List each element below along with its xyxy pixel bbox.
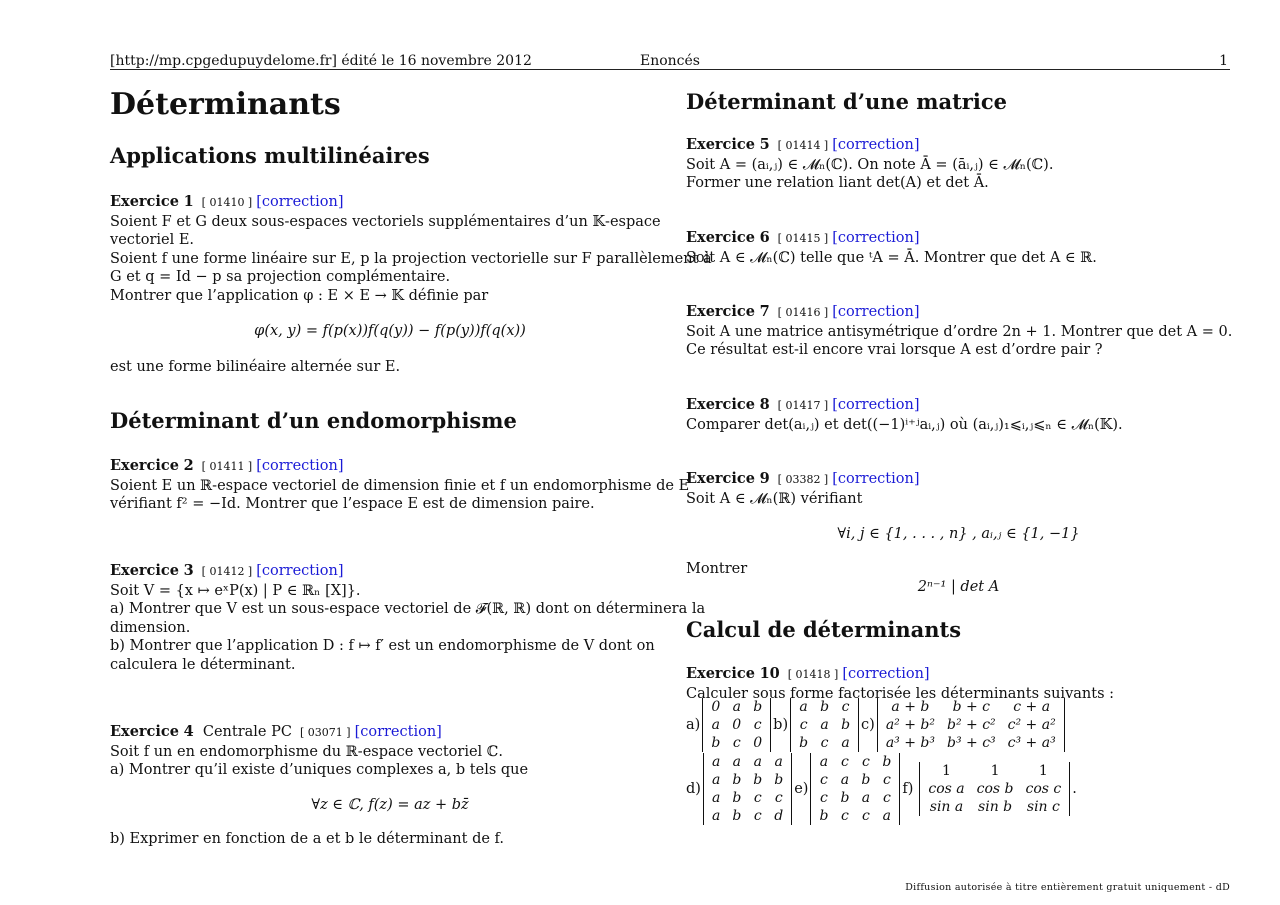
page-number: 1 [1219, 53, 1228, 69]
equation: 2ⁿ⁻¹ | det A [917, 579, 1000, 595]
section-title: Déterminant d’un endomorphisme [110, 408, 517, 433]
determinant-e: a c c b c a b c c b a c b c c a [810, 753, 900, 825]
correction-link[interactable]: [correction] [832, 137, 920, 153]
exercise-5: Exercice 5 [ 01414 ] [correction] Soit A = (aᵢ,ⱼ) ∈ 𝓜ₙ(ℂ). On note Ā = (āᵢ,ⱼ) ∈ 𝓜ₙ(ℂ). Former une relation liant det(A) et det Ā. [686, 136, 1231, 193]
exercise-heading: Exercice 4 Centrale PC [ 03071 ] [correction] [110, 723, 442, 740]
section-title: Déterminant d’une matrice [686, 89, 1007, 114]
determinant-a: 0 a b a 0 c b c 0 [702, 698, 771, 752]
exercise-code: [ 03071 ] [299, 726, 351, 739]
determinants-row-2: d) a a a a a b b b a b c c a b c d e) a c c b c a b c c b a c b c c a f) 1 1 1 cos a cos b cos c sin a sin b sin c . [686, 754, 1077, 824]
exercise-heading: Exercice 5 [ 01414 ] [correction] [686, 136, 920, 153]
correction-link[interactable]: [correction] [256, 194, 344, 210]
correction-link[interactable]: [correction] [354, 724, 442, 740]
exercise-code: [ 01410 ] [201, 196, 253, 209]
equation: φ(x, y) = f(p(x))f(q(y)) − f(p(y))f(q(x)) [254, 323, 526, 339]
correction-link[interactable]: [correction] [832, 304, 920, 320]
determinant-b: a b c c a b b c a [790, 698, 859, 752]
correction-link[interactable]: [correction] [832, 230, 920, 246]
exercise-code: [ 03382 ] [777, 473, 829, 486]
exercise-heading: Exercice 6 [ 01415 ] [correction] [686, 229, 920, 246]
section-title: Applications multilinéaires [110, 143, 430, 168]
determinants-row-1: a) 0 a b a 0 c b c 0 b) a b c c a b b c a c) a + b b + c c + a a² + b² b² + c² c² + a² a³ + b³ b³ + c³ c³ + a³ [684, 698, 1065, 752]
exercise-code: [ 01412 ] [201, 565, 253, 578]
header-source: [http://mp.cpgedupuydelome.fr] édité le 16 novembre 2012 [110, 53, 532, 69]
exercise-heading: Exercice 8 [ 01417 ] [correction] [686, 396, 920, 413]
exercise-code: [ 01415 ] [777, 232, 829, 245]
exercise-heading: Exercice 9 [ 03382 ] [correction] [686, 470, 920, 487]
correction-link[interactable]: [correction] [256, 458, 344, 474]
correction-link[interactable]: [correction] [842, 666, 930, 682]
exercise-8: Exercice 8 [ 01417 ] [correction] Comparer det(aᵢ,ⱼ) et det((−1)ⁱ⁺ʲaᵢ,ⱼ) où (aᵢ,ⱼ)₁⩽ᵢ,ⱼ⩽ₙ ∈ 𝓜ₙ(𝕂). [686, 396, 1231, 434]
exercise-4: Exercice 4 Centrale PC [ 03071 ] [correction] Soit f un en endomorphisme du ℝ-espace vectoriel ℂ. a) Montrer qu’il existe d’uniques complexes a, b tels que ∀z ∈ ℂ, f(z) = az + bz̄ b) Exprimer en fonction de a et b le déterminant de f. [110, 723, 670, 849]
page-header [110, 52, 1230, 70]
exercise-code: [ 01417 ] [777, 399, 829, 412]
exercise-2: Exercice 2 [ 01411 ] [correction] Soient E un ℝ-espace vectoriel de dimension finie et f un endomorphisme de E vérifiant f² = −Id. Montrer que l’espace E est de dimension paire. [110, 457, 690, 512]
correction-link[interactable]: [correction] [832, 397, 920, 413]
exercise-code: [ 01414 ] [777, 139, 829, 152]
determinant-f: 1 1 1 cos a cos b cos c sin a sin b sin c [919, 762, 1070, 816]
section-title: Calcul de déterminants [686, 617, 962, 642]
equation: ∀i, j ∈ {1, . . . , n} , aᵢ,ⱼ ∈ {1, −1} [837, 526, 1080, 542]
exercise-source: Centrale PC [202, 724, 292, 740]
determinant-d: a a a a a b b b a b c c a b c d [703, 753, 792, 825]
exercise-heading: Exercice 2 [ 01411 ] [correction] [110, 457, 344, 474]
exercise-10: Exercice 10 [ 01418 ] [correction] Calculer sous forme factorisée les déterminants suivants : [686, 665, 1231, 703]
header-section: Enoncés [640, 53, 700, 69]
exercise-heading: Exercice 7 [ 01416 ] [correction] [686, 303, 920, 320]
exercise-heading: Exercice 10 [ 01418 ] [correction] [686, 665, 930, 682]
exercise-3: Exercice 3 [ 01412 ] [correction] Soit V = {x ↦ eˣP(x) | P ∈ ℝₙ [X]}. a) Montrer que V est un sous-espace vectoriel de 𝓕(ℝ, ℝ) dont on déterminera la dimension. b) Montrer que l’application D : f ↦ f′ est un endomorphisme de V dont on calculera le déterminant. [110, 562, 706, 673]
equation: ∀z ∈ ℂ, f(z) = az + bz̄ [311, 796, 469, 813]
exercise-heading: Exercice 1 [ 01410 ] [correction] [110, 193, 344, 210]
exercise-1: Exercice 1 [ 01410 ] [correction] Soient F et G deux sous-espaces vectoriels supplémentaires d’un 𝕂-espace vectoriel E. Soient f une forme linéaire sur E, p la projection vectorielle sur F parallèlement à G et q = Id − p sa projection complémentaire. Montrer que l’application φ : E × E → 𝕂 définie par φ(x, y) = f(p(x))f(q(y)) − f(p(y))f(q(x)) est une forme bilinéaire alternée sur E. [110, 193, 712, 375]
exercise-code: [ 01411 ] [201, 460, 253, 473]
correction-link[interactable]: [correction] [256, 563, 344, 579]
exercise-6: Exercice 6 [ 01415 ] [correction] Soit A ∈ 𝓜ₙ(ℂ) telle que ᵗA = Ā. Montrer que det A ∈ ℝ. [686, 229, 1231, 267]
exercise-7: Exercice 7 [ 01416 ] [correction] Soit A une matrice antisymétrique d’ordre 2n + 1. Montrer que det A = 0. Ce résultat est-il encore vrai lorsque A est d’ordre pair ? [686, 303, 1233, 358]
exercise-9: Exercice 9 [ 03382 ] [correction] Soit A ∈ 𝓜ₙ(ℝ) vérifiant ∀i, j ∈ {1, . . . , n} , aᵢ,ⱼ ∈ {1, −1} Montrer 2ⁿ⁻¹ | det A [686, 470, 1231, 597]
correction-link[interactable]: [correction] [832, 471, 920, 487]
page-footer: Diffusion autorisée à titre entièrement gratuit uniquement - dD [905, 882, 1230, 893]
determinant-c: a + b b + c c + a a² + b² b² + c² c² + a² a³ + b³ b³ + c³ c³ + a³ [877, 698, 1065, 752]
exercise-code: [ 01418 ] [787, 668, 839, 681]
exercise-code: [ 01416 ] [777, 306, 829, 319]
page-title: Déterminants [110, 87, 341, 122]
exercise-heading: Exercice 3 [ 01412 ] [correction] [110, 562, 344, 579]
